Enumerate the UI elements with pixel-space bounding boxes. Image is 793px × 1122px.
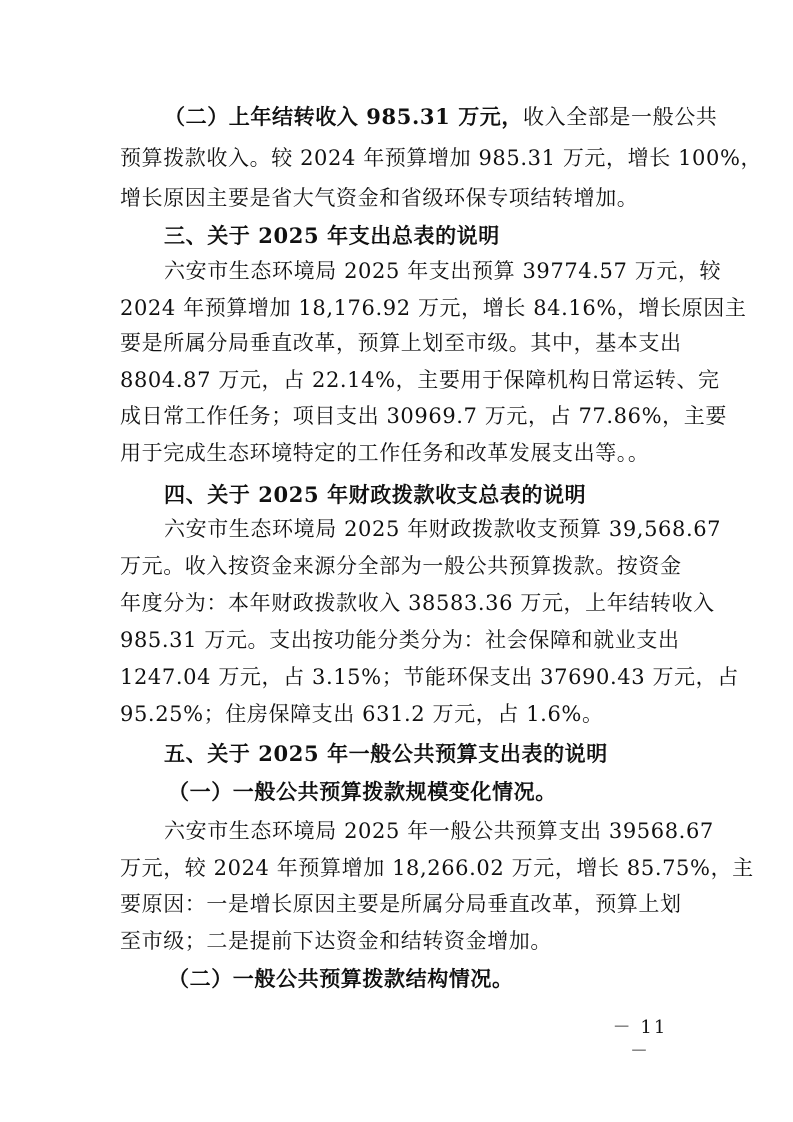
paragraph-line: 8804.87 万元，占 22.14%，主要用于保障机构日常运转、完 bbox=[120, 368, 720, 392]
paragraph-line: 六安市生态环境局 2025 年一般公共预算支出 39568.67 bbox=[164, 819, 714, 843]
paragraph-line: 至市级；二是提前下达资金和结转资金增加。 bbox=[120, 929, 552, 953]
paragraph-line: 成日常工作任务；项目支出 30969.7 万元，占 77.86%，主要 bbox=[120, 404, 727, 428]
paragraph-line: 用于完成生态环境特定的工作任务和改革发展支出等。。 bbox=[120, 441, 650, 465]
paragraph-line: 万元，较 2024 年预算增加 18,266.02 万元，增长 85.75%，主 bbox=[120, 856, 754, 880]
paragraph-line: 预算拨款收入。较 2024 年预算增加 985.31 万元，增长 100%， bbox=[120, 146, 763, 170]
lead-rest: 收入全部是一般公共 bbox=[523, 105, 718, 129]
paragraph-line: 95.25%；住房保障支出 631.2 万元，占 1.6%。 bbox=[120, 702, 604, 726]
paragraph-line: 要是所属分局垂直改革，预算上划至市级。其中，基本支出 bbox=[120, 331, 682, 355]
bold-lead: （二）上年结转收入 985.31 万元， bbox=[164, 104, 523, 129]
section-heading: 五、关于 2025 年一般公共预算支出表的说明 bbox=[164, 741, 608, 766]
paragraph-line: 要原因：一是增长原因主要是所属分局垂直改革，预算上划 bbox=[120, 892, 682, 916]
paragraph-line bbox=[164, 102, 718, 132]
paragraph-line: 万元。收入按资金来源分全部为一般公共预算拨款。按资金 bbox=[120, 554, 682, 578]
sub-heading: （二）一般公共预算拨款结构情况。 bbox=[168, 966, 514, 991]
page-number: － 11 － bbox=[612, 1017, 668, 1062]
paragraph-line: 1247.04 万元，占 3.15%；节能环保支出 37690.43 万元，占 bbox=[120, 665, 739, 689]
section-heading: 三、关于 2025 年支出总表的说明 bbox=[164, 223, 500, 248]
section-heading: 四、关于 2025 年财政拨款收支总表的说明 bbox=[164, 482, 587, 507]
paragraph-line: 增长原因主要是省大气资金和省级环保专项结转增加。 bbox=[120, 186, 639, 210]
paragraph-line: 六安市生态环境局 2025 年财政拨款收支预算 39,568.67 bbox=[164, 517, 722, 541]
paragraph-line: 985.31 万元。支出按功能分类分为：社会保障和就业支出 bbox=[120, 628, 680, 652]
paragraph-line: 年度分为：本年财政拨款收入 38583.36 万元，上年结转收入 bbox=[120, 591, 715, 615]
sub-heading: （一）一般公共预算拨款规模变化情况。 bbox=[168, 779, 557, 804]
paragraph-line: 六安市生态环境局 2025 年支出预算 39774.57 万元，较 bbox=[164, 259, 722, 283]
paragraph-line: 2024 年预算增加 18,176.92 万元，增长 84.16%，增长原因主 bbox=[120, 296, 747, 320]
